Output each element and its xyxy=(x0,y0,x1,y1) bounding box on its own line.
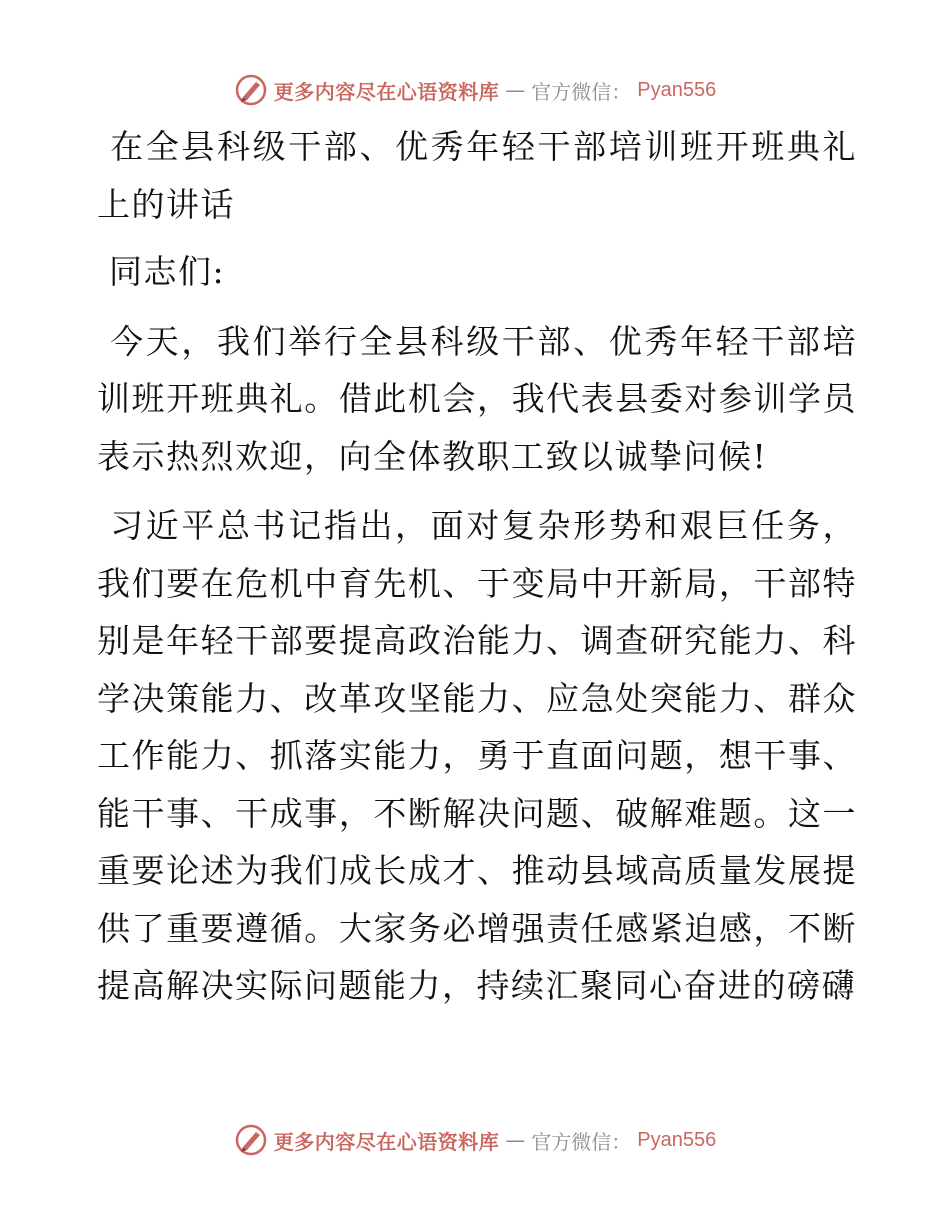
watermark-separator: — xyxy=(505,78,526,102)
salutation: 同志们: xyxy=(97,252,226,291)
pen-logo-icon xyxy=(234,1123,268,1157)
paragraph-1: 今天，我们举行全县科级干部、优秀年轻干部培训班开班典礼。借此机会，我代表县委对参训学员表示热烈欢迎，向全体教职工致以诚挚问候! xyxy=(97,321,857,476)
paragraph-2: 习近平总书记指出，面对复杂形势和艰巨任务，我们要在危机中育先机、于变局中开新局，干部特别是年轻干部要提高政治能力、调查研究能力、科学决策能力、改革攻坚能力、应急处突能力、群众工作能力、抓落实能力，勇于直面问题，想干事、能干事、干成事，不断解决问题、破解难题。这一重要论述为我们成长成才、推动县域高质量发展提供了重要遵循。大家务必增强责任感紧迫感，不断提高解决实际问题能力，持续汇聚同心奋进的磅礴 xyxy=(97,506,857,1005)
watermark-label: 官方微信： xyxy=(531,79,632,104)
watermark-separator: — xyxy=(505,1128,526,1152)
watermark-label: 官方微信： xyxy=(531,1129,632,1154)
watermark-wechat-id: Pyan556 xyxy=(637,78,717,101)
pen-logo-icon xyxy=(234,73,268,107)
watermark-main-text: 更多内容尽在心语资料库 xyxy=(273,1129,500,1154)
header-watermark xyxy=(0,72,950,108)
watermark-main-text: 更多内容尽在心语资料库 xyxy=(273,79,500,104)
document-body xyxy=(97,118,857,1027)
document-title: 在全县科级干部、优秀年轻干部培训班开班典礼上的讲话 xyxy=(97,127,857,224)
watermark-wechat-id: Pyan556 xyxy=(637,1128,717,1151)
footer-watermark xyxy=(0,1122,950,1158)
